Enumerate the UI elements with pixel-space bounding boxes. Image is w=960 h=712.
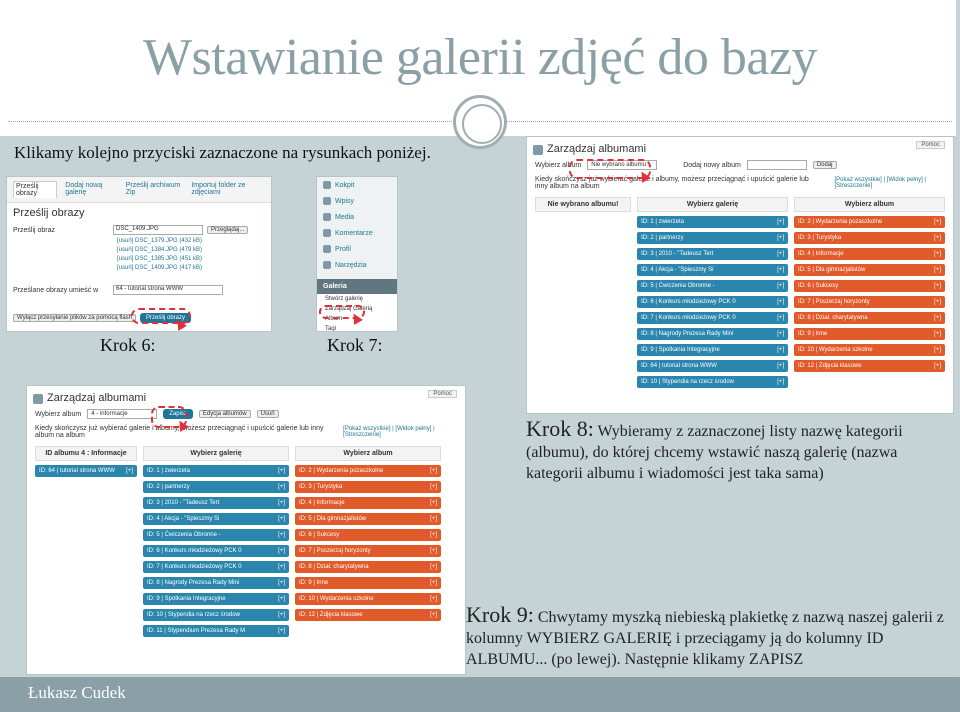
help-button[interactable]: Pomoc — [916, 141, 945, 149]
gallery-item-label: ID: 5 | Ćwiczenia Obronne - — [147, 532, 221, 538]
menu-screenshot — [316, 176, 398, 332]
album-item-label: ID: 5 | Dla gimnazjalistów — [798, 267, 866, 273]
album-item[interactable] — [295, 497, 441, 509]
album-item-label: ID: 3 | Turystyka — [798, 235, 842, 241]
comment-icon — [323, 229, 331, 237]
menu-item-label: Wpisy — [335, 197, 355, 205]
expand-icon[interactable]: [+] — [430, 468, 437, 474]
expand-icon[interactable]: [+] — [934, 235, 941, 241]
gallery-item-label: ID: 8 | Nagrody Prezesa Rady Mini — [147, 580, 240, 586]
expand-icon[interactable]: [+] — [934, 331, 941, 337]
delete-button[interactable]: Usuń — [257, 410, 279, 418]
expand-icon[interactable]: [+] — [777, 331, 785, 337]
submenu-tags[interactable]: Tagi — [317, 324, 397, 332]
menu-item-label: Profil — [335, 245, 351, 253]
submenu-album[interactable]: Album — [317, 314, 397, 324]
album-item-label: ID: 12 | Zdjęcia klasowe — [299, 612, 363, 618]
album-select-label: Wybierz album — [35, 410, 82, 418]
menu-item-label: Kokpit — [335, 181, 355, 189]
expand-icon[interactable]: [+] — [777, 315, 785, 321]
gallery-item[interactable] — [637, 376, 788, 388]
album-item[interactable] — [295, 561, 441, 573]
expand-icon[interactable]: [+] — [430, 484, 437, 490]
tools-icon — [323, 261, 331, 269]
upload-field-label: Prześlij obraz — [13, 226, 56, 234]
album-item-label: ID: 7 | Poszerzaj horyzonty — [299, 548, 371, 554]
gallery-item-label: ID: 9 | Spotkania Integracyjne — [147, 596, 226, 602]
gallery-item[interactable] — [637, 312, 788, 324]
album-item[interactable] — [295, 529, 441, 541]
album-item-label: ID: 4 | Informacje — [798, 251, 844, 257]
submenu-create-gallery[interactable]: Stwórz galerię — [317, 294, 397, 304]
send-images-button[interactable]: Prześlij obrazy — [140, 313, 191, 323]
menu-item-profil[interactable] — [317, 241, 397, 257]
tab-import-folder[interactable]: Importuj folder ze zdjęciami — [191, 182, 246, 196]
album-item[interactable] — [295, 577, 441, 589]
gallery-column — [637, 197, 788, 388]
krok9-title: Krok 9: — [466, 602, 534, 627]
album-item[interactable] — [794, 344, 945, 356]
album-item-label: ID: 9 | Inne — [798, 331, 828, 337]
expand-icon[interactable]: [+] — [777, 219, 785, 225]
album-item-label: ID: 5 | Dla gimnazjalistów — [299, 516, 367, 522]
expand-icon[interactable]: [+] — [777, 267, 785, 273]
intro-text: Klikamy kolejno przyciski zaznaczone na rysunkach poniżej. — [14, 143, 431, 162]
album-item-label: ID: 9 | Inne — [299, 580, 329, 586]
gallery-item[interactable] — [143, 481, 289, 493]
menu-section-galeria[interactable]: Galeria — [317, 279, 397, 294]
gallery-item-label: ID: 4 | Akcja - "Spieszmy Si — [147, 516, 220, 522]
expand-icon[interactable]: [+] — [430, 612, 437, 618]
krok8-title: Krok 8: — [526, 416, 594, 441]
expand-icon[interactable]: [+] — [278, 500, 285, 506]
upload-screenshot — [6, 176, 272, 332]
ring-ornament-icon — [453, 95, 507, 149]
gallery-item[interactable] — [637, 232, 788, 244]
gallery-item[interactable] — [143, 497, 289, 509]
expand-icon[interactable]: [+] — [430, 532, 437, 538]
album-item[interactable] — [295, 513, 441, 525]
expand-icon[interactable]: [+] — [777, 299, 785, 305]
gallery-item[interactable] — [143, 625, 289, 637]
expand-icon[interactable]: [+] — [278, 532, 285, 538]
upload-file-list — [7, 237, 271, 273]
list-item[interactable]: [usuń] DSC_1379.JPG (432 kB) — [117, 238, 203, 244]
expand-icon[interactable]: [+] — [777, 235, 785, 241]
menu-item-wpisy[interactable] — [317, 193, 397, 209]
gallery-item[interactable] — [637, 344, 788, 356]
gallery-item-label: ID: 3 | 2010 - "Tadeusz Tert — [641, 251, 714, 257]
album-select-label: Wybierz album — [535, 161, 582, 169]
albums-column — [794, 197, 945, 388]
album-item[interactable] — [794, 264, 945, 276]
expand-icon[interactable]: [+] — [278, 564, 285, 570]
gallery-item[interactable] — [143, 609, 289, 621]
expand-icon[interactable]: [+] — [278, 516, 285, 522]
album-item[interactable] — [794, 280, 945, 292]
album-item[interactable] — [794, 248, 945, 260]
add-album-input[interactable] — [747, 160, 807, 170]
gallery-item[interactable] — [143, 529, 289, 541]
album-hint: Kiedy skończysz już wybierać galerie i albumy, możesz przeciągnąć i upuścić galerie lub inny album na album — [35, 425, 324, 439]
albums-column — [295, 446, 441, 637]
list-item[interactable]: [usuń] DSC_1409.JPG (417 kB) — [117, 265, 203, 271]
expand-icon[interactable]: [+] — [126, 468, 133, 474]
tab-upload-images[interactable]: Prześlij obrazy — [13, 181, 57, 198]
album-item[interactable] — [794, 360, 945, 372]
expand-icon[interactable]: [+] — [430, 596, 437, 602]
gallery-item[interactable] — [143, 593, 289, 605]
menu-item-kokpit[interactable] — [317, 177, 397, 193]
albums-column-head: Wybierz album — [794, 197, 945, 212]
gallery-item[interactable] — [143, 513, 289, 525]
gallery-item[interactable] — [143, 561, 289, 573]
gallery-item-label: ID: 2 | partnerzy — [641, 235, 684, 241]
album-item-label: ID: 2 | Wydarzenia pozaszkolne — [798, 219, 883, 225]
expand-icon[interactable]: [+] — [934, 347, 941, 353]
save-button[interactable]: Zapisz — [163, 409, 193, 419]
gallery-item-label: ID: 8 | Nagrody Prezesa Rady Mini — [641, 331, 734, 337]
gallery-item-label: ID: 64 | tutorial strona WWW — [641, 363, 717, 369]
upload-file-row — [7, 223, 271, 237]
album-manager-krok8 — [526, 136, 954, 414]
album-manager-title: Zarządzaj albumami — [27, 386, 465, 406]
album-item-label: ID: 2 | Wydarzenia pozaszkolne — [299, 468, 384, 474]
album-item-label: ID: 4 | Informacje — [299, 500, 345, 506]
browse-button[interactable]: Przeglądaj... — [207, 226, 248, 234]
krok6-label: Krok 6: — [100, 335, 156, 355]
album-column-head: Nie wybrano albumu! — [535, 197, 631, 212]
slide-title: Wstawianie galerii zdjęć do bazy — [142, 29, 818, 86]
expand-icon[interactable]: [+] — [934, 283, 941, 289]
gallery-item-label: ID: 11 | Stypendium Prezesa Rady M — [147, 628, 246, 634]
tab-upload-zip[interactable]: Prześlij archiwum Zip — [125, 182, 181, 196]
album-item[interactable] — [794, 328, 945, 340]
upload-target-row — [7, 283, 271, 297]
expand-icon[interactable]: [+] — [777, 363, 785, 369]
gallery-item-label: ID: 6 | Konkurs młodzieżowy PCK 0 — [641, 299, 736, 305]
album-item[interactable] — [794, 296, 945, 308]
gallery-item[interactable] — [143, 577, 289, 589]
dashboard-icon — [323, 181, 331, 189]
album-item[interactable] — [794, 216, 945, 228]
expand-icon[interactable]: [+] — [777, 347, 785, 353]
upload-file-input[interactable]: DSC_1409.JPG — [113, 225, 203, 235]
gallery-item-label: ID: 1 | zwierzeta — [147, 468, 190, 474]
gallery-item-label: ID: 10 | Stypendia na rzecz środow — [147, 612, 240, 618]
gallery-item[interactable] — [637, 360, 788, 372]
album-item[interactable] — [794, 312, 945, 324]
menu-item-media[interactable] — [317, 209, 397, 225]
expand-icon[interactable]: [+] — [278, 468, 285, 474]
upload-heading: Prześlij obrazy — [13, 207, 85, 219]
album-item-label: ID: 8 | Dział. charytatywna — [299, 564, 369, 570]
krok8-text — [526, 418, 954, 484]
krok7-label: Krok 7: — [327, 335, 383, 355]
expand-icon[interactable]: [+] — [430, 516, 437, 522]
album-select[interactable]: Nie wybrano albumu — [587, 160, 657, 170]
album-item[interactable] — [794, 232, 945, 244]
upload-target-label: Prześlane obrazy umieść w — [13, 286, 99, 294]
slide-right-border — [956, 0, 960, 712]
album-item-label: ID: 3 | Turystyka — [299, 484, 343, 490]
gallery-item-label: ID: 4 | Akcja - "Spieszmy Si — [641, 267, 714, 273]
krok8-description: Wybieramy z zaznaczonej listy nazwę kategorii (albumu), do której chcemy wstawić naszą galerię (nazwa kategorii albumu i wiadomości jest taka sama) — [526, 423, 903, 482]
albums-column-head: Wybierz album — [295, 446, 441, 461]
expand-icon[interactable]: [+] — [934, 251, 941, 257]
album-manager-krok9 — [26, 385, 466, 675]
expand-icon[interactable]: [+] — [278, 484, 285, 490]
album-item[interactable] — [295, 465, 441, 477]
upload-tabs — [7, 177, 271, 203]
gallery-item[interactable] — [637, 248, 788, 260]
expand-icon[interactable]: [+] — [934, 299, 941, 305]
gallery-item-label: ID: 9 | Spotkania Integracyjne — [641, 347, 720, 353]
album-gallery-item[interactable] — [35, 465, 137, 477]
list-item[interactable]: [usuń] DSC_1384.JPG (479 kB) — [117, 247, 203, 253]
gallery-item-label: ID: 10 | Stypendia na rzecz środow — [641, 379, 735, 385]
upload-target-select[interactable]: 64 - tutorial strona WWW — [113, 285, 223, 295]
album-item-label: ID: 6 | Sukcesy — [299, 532, 340, 538]
album-column — [535, 197, 631, 388]
gallery-column — [143, 446, 289, 637]
menu-item-narzedzia[interactable] — [317, 257, 397, 273]
album-item[interactable] — [295, 545, 441, 557]
album-item-label: ID: 7 | Poszerzaj horyzonty — [798, 299, 870, 305]
album-manager-title: Zarządzaj albumami — [527, 137, 953, 157]
album-item-label: ID: 8 | Dział. charytatywna — [798, 315, 868, 321]
list-item[interactable]: [usuń] DSC_1385.JPG (451 kB) — [117, 256, 203, 262]
gallery-item-label: ID: 2 | partnerzy — [147, 484, 190, 490]
expand-icon[interactable]: [+] — [278, 580, 285, 586]
expand-icon[interactable]: [+] — [777, 283, 785, 289]
album-gallery-label: ID: 64 | tutorial strona WWW — [39, 468, 115, 474]
expand-icon[interactable]: [+] — [430, 500, 437, 506]
menu-item-label: Narzędzia — [335, 261, 367, 269]
expand-icon[interactable]: [+] — [777, 379, 785, 385]
album-item-label: ID: 6 | Sukcesy — [798, 283, 839, 289]
album-select-row — [27, 406, 465, 422]
gallery-item-label: ID: 7 | Konkurs młodzieżowy PCK 0 — [147, 564, 242, 570]
expand-icon[interactable]: [+] — [934, 267, 941, 273]
gallery-item[interactable] — [637, 328, 788, 340]
gallery-column-head: Wybierz galerię — [143, 446, 289, 461]
album-select[interactable]: 4 - informacje — [87, 409, 157, 419]
album-hint-row — [27, 422, 465, 442]
menu-item-komentarze[interactable] — [317, 225, 397, 241]
expand-icon[interactable]: [+] — [278, 612, 285, 618]
expand-icon[interactable]: [+] — [934, 315, 941, 321]
gallery-item-label: ID: 7 | Konkurs młodzieżowy PCK 0 — [641, 315, 736, 321]
menu-item-label: Media — [335, 213, 355, 221]
add-album-button[interactable]: Dodaj — [813, 161, 837, 169]
author-name: Łukasz Cudek — [28, 683, 126, 702]
expand-icon[interactable]: [+] — [278, 596, 285, 602]
add-album-label: Dodaj nowy album — [683, 161, 741, 169]
edit-albums-button[interactable]: Edycja albumów — [199, 410, 251, 418]
expand-icon[interactable]: [+] — [278, 548, 285, 554]
gallery-item[interactable] — [637, 296, 788, 308]
disable-flash-button[interactable]: Wyłącz przesyłanie plików za pomocą flash — [13, 314, 136, 322]
album-column-head: ID albumu 4 : Informacje — [35, 446, 137, 461]
expand-icon[interactable]: [+] — [278, 628, 285, 634]
submenu-manage-gallery[interactable]: Zarządzaj Galerią — [317, 304, 397, 314]
album-columns — [527, 193, 953, 392]
media-icon — [323, 213, 331, 221]
gallery-item[interactable] — [637, 280, 788, 292]
gallery-item-label: ID: 5 | Ćwiczenia Obronne - — [641, 283, 715, 289]
gallery-item-label: ID: 1 | zwierzeta — [641, 219, 684, 225]
album-item[interactable] — [295, 593, 441, 605]
krok9-text — [466, 604, 954, 670]
view-links[interactable]: [Pokaż wszystkie] | [Widok pełny] | [Streszczenie] — [343, 426, 435, 438]
footer-bar — [0, 677, 960, 712]
expand-icon[interactable]: [+] — [430, 580, 437, 586]
album-item-label: ID: 12 | Zdjęcia klasowe — [798, 363, 862, 369]
expand-icon[interactable]: [+] — [430, 564, 437, 570]
help-button[interactable]: Pomoc — [428, 390, 457, 398]
gallery-item[interactable] — [143, 545, 289, 557]
album-item-label: ID: 10 | Wydarzenia szkolne — [299, 596, 374, 602]
view-links[interactable]: [Pokaż wszystkie] | [Widok pełny] | [Streszczenie] — [834, 177, 926, 189]
album-column — [35, 446, 137, 637]
gallery-item[interactable] — [637, 216, 788, 228]
gallery-item[interactable] — [637, 264, 788, 276]
menu-item-label: Komentarze — [335, 229, 373, 237]
krok9-description: Chwytamy myszką niebieską plakietkę z nazwą naszej galerii z kolumny WYBIERZ GALERIĘ i przeciągamy ją do kolumny ID ALBUMU... (po lewej). Następnie klikamy ZAPISZ — [466, 609, 944, 668]
expand-icon[interactable]: [+] — [430, 548, 437, 554]
pin-icon — [323, 197, 331, 205]
gallery-column-head: Wybierz galerię — [637, 197, 788, 212]
album-hint: Kiedy skończysz już wybierać galerie i albumy, możesz przeciągnąć i upuścić galerie lub inny album na album — [535, 176, 809, 190]
album-item-label: ID: 10 | Wydarzenia szkolne — [798, 347, 873, 353]
user-icon — [323, 245, 331, 253]
gallery-item-label: ID: 6 | Konkurs młodzieżowy PCK 0 — [147, 548, 242, 554]
album-columns — [27, 442, 465, 641]
gallery-item[interactable] — [143, 465, 289, 477]
gallery-item-label: ID: 3 | 2010 - "Tadeusz Tert — [147, 500, 220, 506]
tab-add-gallery[interactable]: Dodaj nową galerię — [65, 182, 103, 196]
album-item[interactable] — [295, 609, 441, 621]
expand-icon[interactable]: [+] — [934, 219, 941, 225]
expand-icon[interactable]: [+] — [777, 251, 785, 257]
album-item[interactable] — [295, 481, 441, 493]
expand-icon[interactable]: [+] — [934, 363, 941, 369]
